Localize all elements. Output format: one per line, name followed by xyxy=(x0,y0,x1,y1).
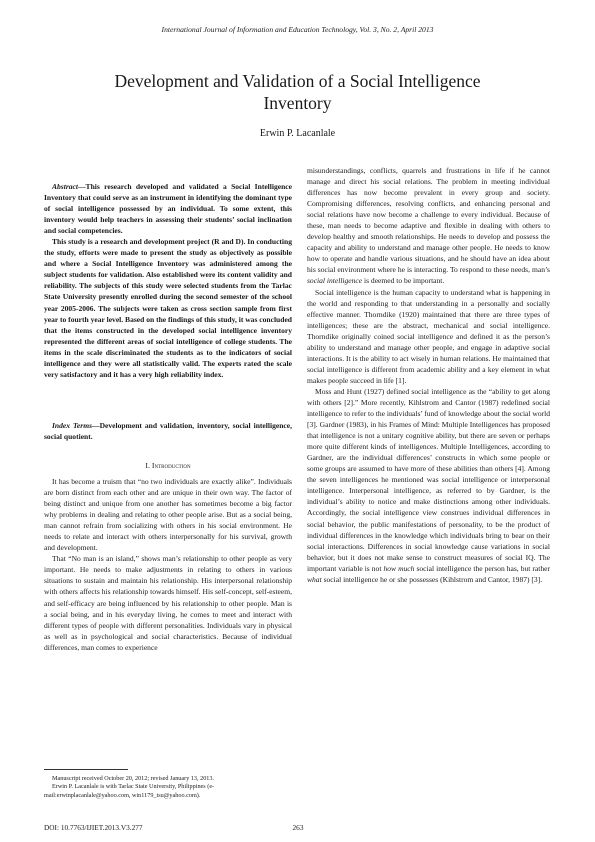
abstract-label: Abstract xyxy=(52,182,78,191)
journal-header: International Journal of Information and Education Technology, Vol. 3, No. 2, April 2013 xyxy=(161,25,434,34)
page-number: 263 xyxy=(292,823,304,832)
index-terms xyxy=(44,420,292,442)
title-line-1: Development and Validation of a Social Intelligence xyxy=(114,71,481,91)
doi: DOI: 10.7763/IJIET.2013.V3.277 xyxy=(44,823,143,832)
intro-paragraph-2: That “No man is an island,” shows man’s relationship to other people as very important. He needs to make adjustments in relating to others in various situations to sustain and maintain his relationship. His interpersonal relationship with others affects his relationship towards himself. His self-concept, self-esteem, and self-efficacy are being influenced by his relationship to other people. Man is a social being, and in his everyday living, he comes to meet and interact with different types of people with different personalities. Individuals vary in physical as well as in psychological and social characteristics. Because of individual differences, man comes to experience xyxy=(44,554,292,652)
right-paragraph-3: Moss and Hunt (1927) defined social intelligence as the “ability to get along with others [2].” More recently, Kihlstrom and Cantor (1987) redefined social intelligence to refer to the individuals’ fund of knowledge about the social world [3]. Gardner (1983), in his Frames of Mind: Multiple Intelligences has proposed that intelligence is not a unitary cognitive ability, but there are seven or perhaps more quite different kinds of intelligences. Multiple Intelligences, according to Gardner, are the individual differences’ constructs in which some people or some groups are assumed to have more of these abilities than others [4]. Among the seven intelligences he mentioned was social intelligence or interpersonal intelligence. Interpersonal intelligence, as referred to by Gardner, is the individual’s ability to notice and make distinctions among other individuals. Accordingly, the social intelligence view construes individual differences in social behavior, the public manifestations of personality, to be the product of individual differences in the knowledge which individuals bring to bear on their social interactions. Differences in social knowledge cause variations in social behavior, but it does not make sense to construct measures of social IQ. The important variable is not how much social intelligence the person has, but rather what social intelligence he or she possesses (Kihlstrom and Cantor, 1987) [3]. xyxy=(307,386,550,584)
title-line-2: Inventory xyxy=(263,93,332,113)
paper-title xyxy=(60,70,535,114)
right-column-body xyxy=(307,165,550,585)
index-terms-label: Index Terms xyxy=(52,421,93,430)
author-name: Erwin P. Lacanlale xyxy=(259,128,336,139)
right-paragraph-1: misunderstandings, conflicts, quarrels and frustrations in life if he cannot manage and direct his social relations. The problem in meeting individual differences has now become prevalent in every group and society. Compromising differences, resolving conflicts, and enhancing personal and social relations have now become a challenge to every individual. Because of these, man needs to become adaptive and flexible in dealing with others to develop healthy and smooth relationships. He needs to develop and possess the capacity and ability to understand and manage other people. He needs to know how to operate and handle various situations, and he should have an idea about his social environment where he is interacting. To respond to these needs, man’s social intelligence is deemed to be important. xyxy=(307,166,550,286)
index-terms-paragraph: Index Terms—Development and validation, inventory, social intelligence, social quotient. xyxy=(44,421,292,442)
abstract xyxy=(44,181,292,380)
right-paragraph-2: Social intelligence is the human capacity to understand what is happening in the world and responding to that understanding in a personally and socially effective manner. Thorndike (1920) maintained that there are three types of intelligences; these are the abstract, mechanical and social intelligence. Thorndike originally coined social intelligence and defined it as the person’s ability to understand and manage other people, and engage in adaptive social interactions. It is the ability to act wisely in human relations. He maintained that social intelligence is different from academic ability and a key element in what makes people succeed in life [1]. xyxy=(307,287,550,385)
introduction-body xyxy=(44,476,292,653)
abstract-paragraph-2: This study is a research and development project (R and D). In conducting the study, efforts were made to present the study as objectively as possible and where a Social Intelligence Inventory was administered among the subject students for validation. Also established were its content validity and reliability. The subjects of this study were selected students from the Tarlac State University presently enrolled during the second semester of the school year 2005-2006. The subjects were taken as cross section sample from first year to fourth year level. Based on the findings of this study, it was concluded that the items constructed in the developed social intelligence inventory represented the different areas of social intelligence of college students. The items in the scale discriminated the students as to the indicators of social intelligence and they were all statistically valid. The experts rated the scale very satisfactory and it has a very high reliability index. xyxy=(44,237,292,379)
abstract-paragraph-1: Abstract—This research developed and validated a Social Intelligence Inventory that could serve as an instrument in identifying the dominant type of social intelligence possessed by an individual. To some extent, this inventory would help teachers in assessing their students’ social inclination and social competencies. xyxy=(44,182,292,236)
section-heading-introduction: I. Introduction xyxy=(145,461,191,470)
footnotes xyxy=(44,775,292,800)
footnote-affiliation: Erwin P. Lacanlale is with Tarlac State University, Philippines (e-mail:erwinplacanlale@yahoo.com, win1179_tsu@yahoo.com). xyxy=(44,783,215,799)
intro-paragraph-1: It has become a truism that “no two individuals are exactly alike”. Individuals are born distinct from each other and are unique in their own way. The factor of being distinct and unique from one another has sometimes become a big factor why problems in dealing and relating to other people arise. But as a social being, man cannot refrain from socializing with others in his social environment. He needs to relate and interact with others interpersonally for his survival, growth and development. xyxy=(44,477,292,553)
footnote-rule xyxy=(44,769,128,770)
footnote-received: Manuscript received October 20, 2012; revised January 13, 2013. xyxy=(52,775,215,782)
